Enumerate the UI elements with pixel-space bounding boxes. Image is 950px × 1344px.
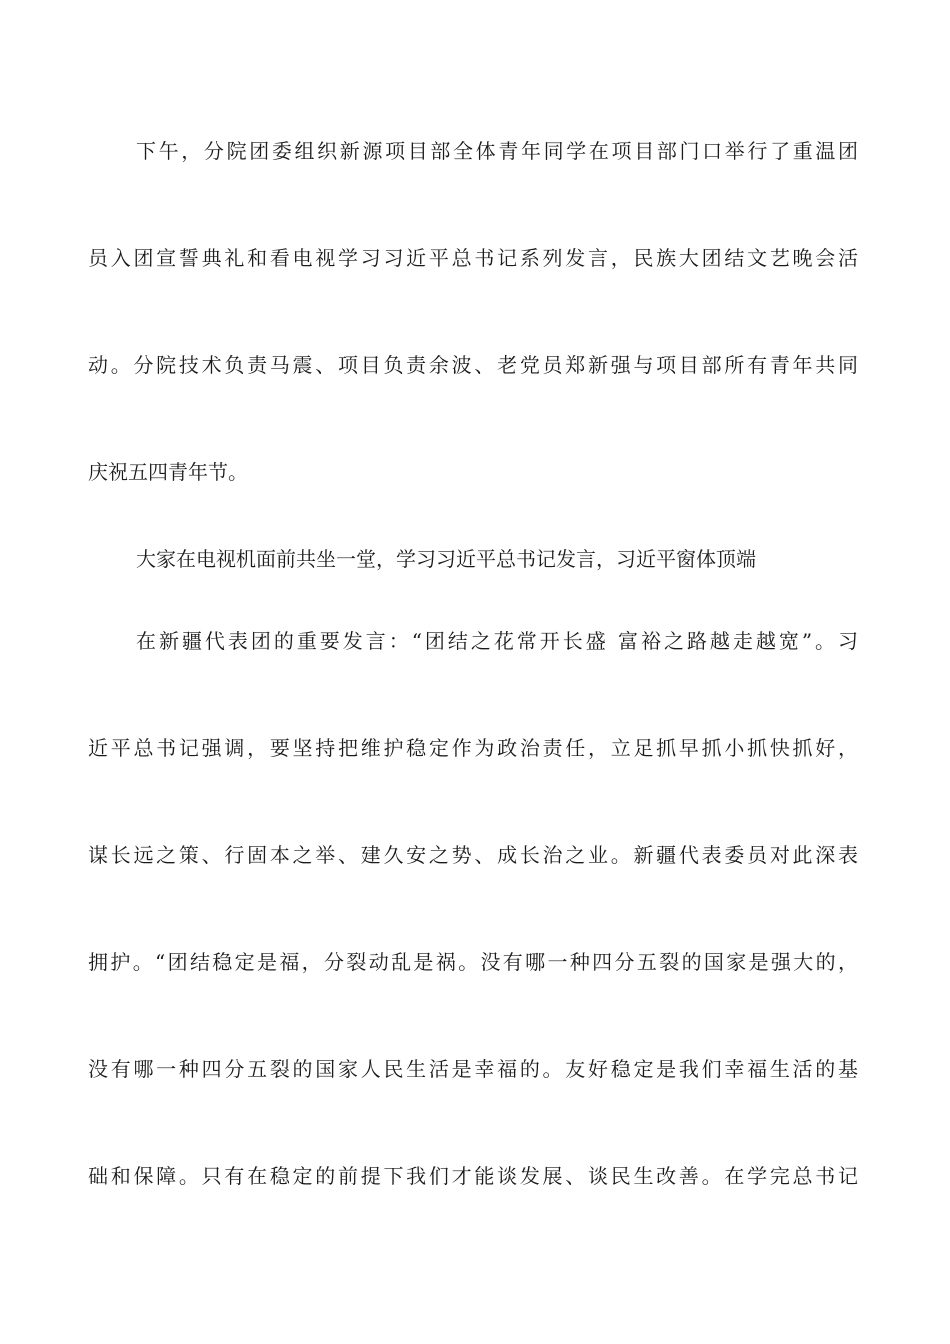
paragraph-line: 没有哪一种四分五裂的国家人民生活是幸福的。友好稳定是我们幸福生活的基 <box>88 1057 858 1081</box>
paragraph-line: 动。分院技术负责马震、项目负责余波、老党员郑新强与项目部所有青年共同 <box>88 353 858 377</box>
paragraph-line: 下午，分院团委组织新源项目部全体青年同学在项目部门口举行了重温团 <box>136 139 858 163</box>
paragraph-line: 谋长远之策、行固本之举、建久安之势、成长治之业。新疆代表委员对此深表 <box>88 843 858 867</box>
paragraph-line: 在新疆代表团的重要发言：“团结之花常开长盛 富裕之路越走越宽”。习 <box>136 629 858 653</box>
paragraph-line: 庆祝五四青年节。 <box>88 460 248 484</box>
paragraph-line: 近平总书记强调，要坚持把维护稳定作为政治责任，立足抓早抓小抓快抓好， <box>88 736 858 760</box>
paragraph-line: 员入团宣誓典礼和看电视学习习近平总书记系列发言，民族大团结文艺晚会活 <box>88 246 858 270</box>
paragraph-line: 大家在电视机面前共坐一堂，学习习近平总书记发言，习近平窗体顶端 <box>136 547 756 571</box>
paragraph-line: 拥护。“团结稳定是福，分裂动乱是祸。没有哪一种四分五裂的国家是强大的， <box>88 950 858 974</box>
paragraph-line: 础和保障。只有在稳定的前提下我们才能谈发展、谈民生改善。在学完总书记 <box>88 1164 858 1188</box>
